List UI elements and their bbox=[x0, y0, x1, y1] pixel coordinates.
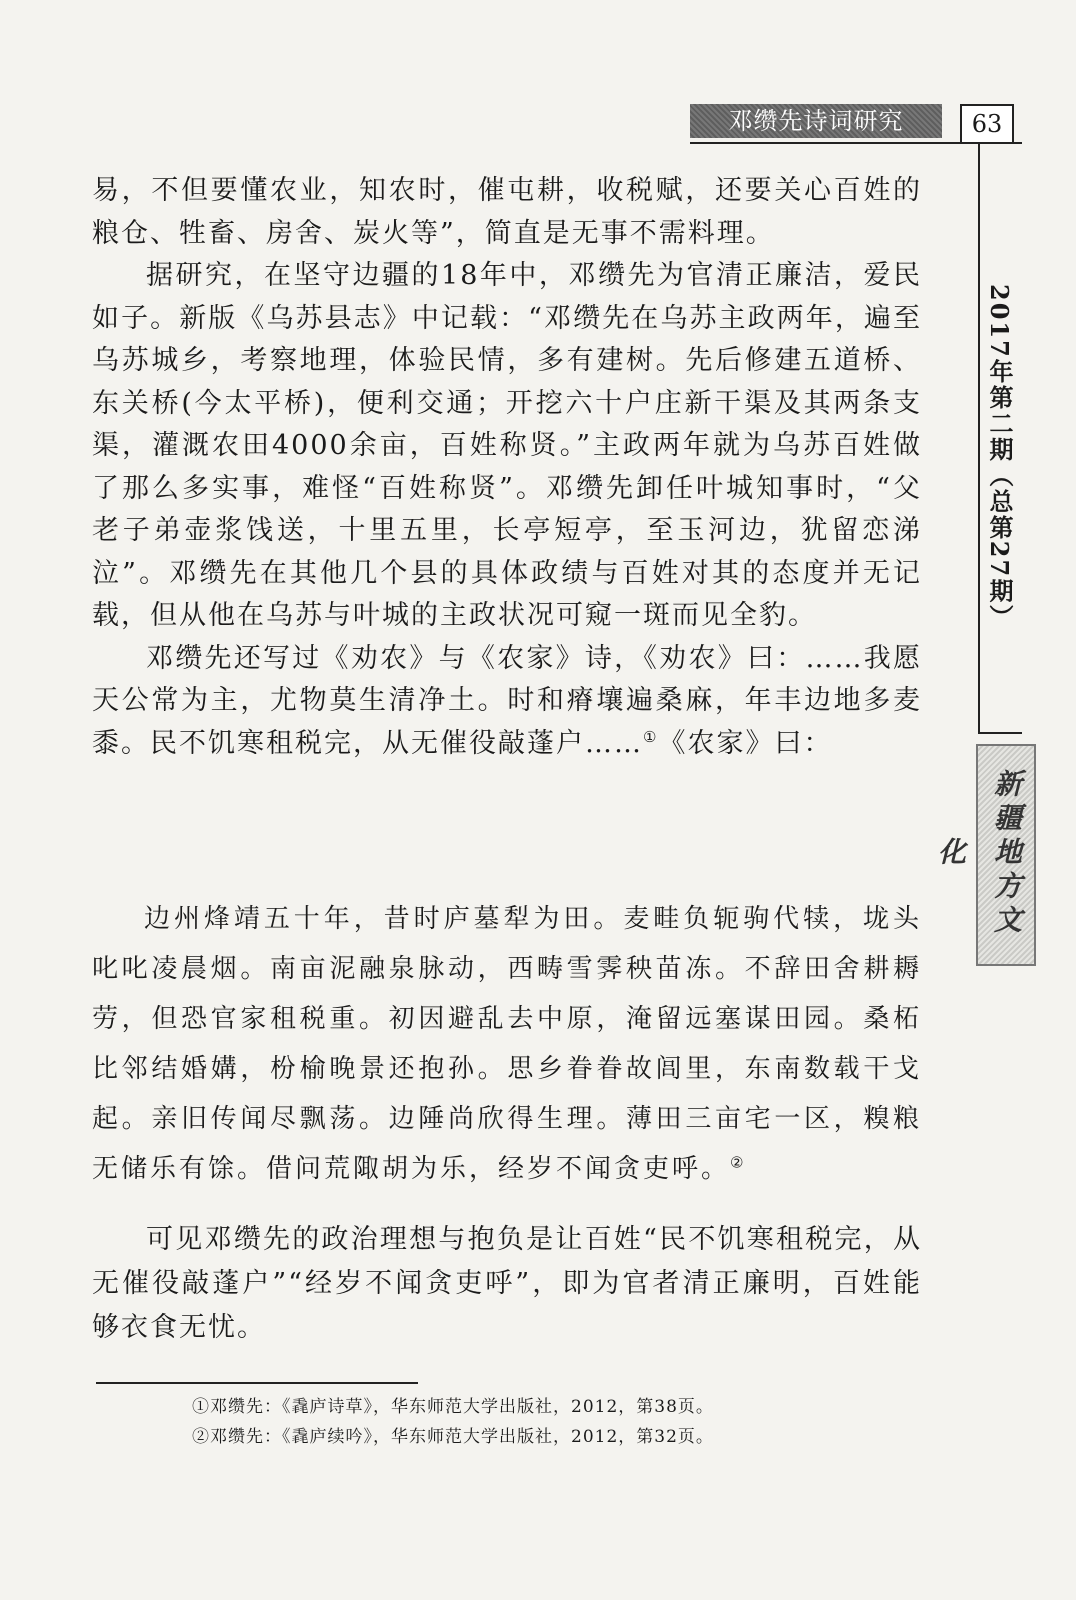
paragraph-3-tail: 《农家》曰： bbox=[658, 727, 833, 759]
footnote-ref-1: ① bbox=[643, 727, 659, 746]
conclusion-text: 可见邓缵先的政治理想与抱负是让百姓“民不饥寒租税完，从无催役敲蓬户”“经岁不闻贪吏呼”，即为官者清正廉明，百姓能够衣食无忧。 bbox=[92, 1224, 922, 1343]
seal-lettering: 新疆地方文化 bbox=[934, 769, 1023, 939]
paragraph-3 bbox=[92, 638, 922, 766]
poem-lines: 边州烽靖五十年，昔时庐墓犁为田。麦畦负轭驹代犊，垅头叱叱凌晨烟。南亩泥融泉脉动，西畴雪霁秧苗冻。不辞田舍耕耨劳，但恐官家租税重。初因避乱去中原，淹留远塞谋田园。桑柘比邻结婚媾，枌榆晚景还抱孙。思乡眷眷故闾里，东南数载干戈起。亲旧传闻尽飘荡。边陲尚欣得生理。薄田三亩宅一区，糗粮无储乐有馀。借问荒陬胡为乐，经岁不闻贪吏呼。 bbox=[92, 904, 922, 1184]
margin-rule-foot bbox=[978, 732, 1022, 734]
issue-label: 2017年第二期（总第27期） bbox=[985, 284, 1014, 631]
paragraph-2: 据研究，在坚守边疆的18年中，邓缵先为官清正廉洁，爱民如子。新版《乌苏县志》中记载：“邓缵先在乌苏主政两年，遍至乌苏城乡，考察地理，体验民情，多有建树。先后修建五道桥、东关桥(今太平桥)，便利交通；开挖六十户庄新干渠及其两条支渠，灌溉农田4000余亩，百姓称贤。”主政两年就为乌苏百姓做了那么多实事，难怪“百姓称贤”。邓缵先卸任叶城知事时，“父老子弟壶浆饯送，十里五里，长亭短亭，至玉河边，犹留恋涕泣”。邓缵先在其他几个县的具体政绩与百姓对其的态度并无记载，但从他在乌苏与叶城的主政状况可窥一斑而见全豹。 bbox=[92, 260, 922, 631]
footnotes bbox=[192, 1392, 952, 1452]
paragraph-3-text: 邓缵先还写过《劝农》与《农家》诗，《劝农》曰：……我愿天公常为主，尤物莫生清净土。时和瘠壤遍桑麻，年丰边地多麦黍。民不饥寒租税完，从无催役敲蓬户…… bbox=[92, 642, 922, 759]
body-text bbox=[92, 170, 922, 765]
running-header-title: 邓缵先诗词研究 bbox=[690, 104, 942, 138]
journal-seal-stamp bbox=[934, 744, 1036, 966]
footnote-2: ②邓缵先：《毳庐续吟》，华东师范大学出版社，2012，第32页。 bbox=[192, 1427, 714, 1447]
paragraph-1: 易，不但要懂农业，知农时，催屯耕，收税赋，还要关心百姓的粮仓、牲畜、房舍、炭火等”，简直是无事不需料理。 bbox=[92, 175, 922, 249]
page-number: 63 bbox=[960, 104, 1014, 144]
footnote-1: ①邓缵先：《毳庐诗草》，华东师范大学出版社，2012，第38页。 bbox=[192, 1397, 714, 1417]
footnote-ref-2: ② bbox=[730, 1153, 747, 1172]
poem-text bbox=[92, 894, 922, 1194]
poem-block bbox=[92, 894, 922, 1194]
footnote-rule bbox=[96, 1382, 418, 1384]
header-rule bbox=[690, 142, 1022, 144]
conclusion-paragraph bbox=[92, 1218, 922, 1350]
margin-vertical-rule bbox=[978, 142, 980, 732]
